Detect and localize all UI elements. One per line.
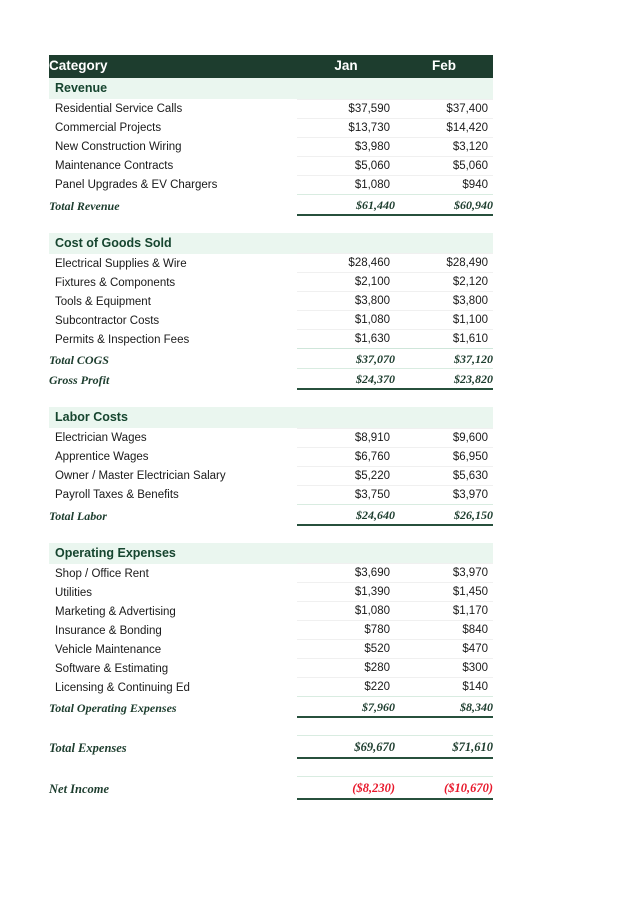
- section-title: Revenue: [49, 78, 297, 99]
- section-header-jan-blank: [297, 543, 395, 564]
- section-header-feb-blank: [395, 543, 493, 564]
- line-item-row: [49, 678, 493, 697]
- line-item-row-feb-value: $37,400: [395, 99, 493, 118]
- section-header-jan-blank: [297, 407, 395, 428]
- line-item-row-feb-value: $2,120: [395, 273, 493, 292]
- section-total-row-jan-value: $24,370: [297, 369, 395, 390]
- line-item-row-label: Shop / Office Rent: [55, 567, 149, 580]
- line-item-row-jan-value: $3,800: [297, 292, 395, 311]
- section-title: Labor Costs: [49, 407, 297, 428]
- line-item-row-feb-value: $840: [395, 621, 493, 640]
- section-header-jan-blank: [297, 233, 395, 254]
- line-item-row-feb-value: $140: [395, 678, 493, 697]
- header-row: [49, 55, 493, 78]
- table-header: [49, 55, 493, 78]
- line-item-row: [49, 640, 493, 659]
- total-expenses-row-jan-value: $69,670: [297, 736, 395, 759]
- line-item-row: [49, 254, 493, 273]
- total-expenses-row-label: Total Expenses: [49, 741, 127, 755]
- line-item-row-label: Permits & Inspection Fees: [55, 333, 190, 346]
- profit-and-loss-sheet: [49, 55, 493, 800]
- section-header-feb-blank: [395, 233, 493, 254]
- section-header-jan-blank: [297, 78, 395, 99]
- section-header-row: [49, 78, 493, 99]
- line-item-row-jan-value: $1,080: [297, 175, 395, 194]
- section-total-row: [49, 369, 493, 390]
- column-header-category: Category: [49, 58, 108, 73]
- line-item-row-label: Utilities: [55, 586, 93, 599]
- line-item-row: [49, 311, 493, 330]
- section-total-row-feb-value: $60,940: [395, 194, 493, 215]
- spacer-cell: [49, 717, 493, 736]
- line-item-row-jan-value: $3,750: [297, 485, 395, 504]
- section-total-row-jan-value: $61,440: [297, 194, 395, 215]
- section-total-row-jan-value: $7,960: [297, 697, 395, 718]
- line-item-row-feb-value: $3,120: [395, 137, 493, 156]
- line-item-row: [49, 447, 493, 466]
- line-item-row-feb-value: $9,600: [395, 428, 493, 447]
- line-item-row-label: Software & Estimating: [55, 662, 169, 675]
- line-item-row-feb-value: $6,950: [395, 447, 493, 466]
- total-expenses-row-feb-value: $71,610: [395, 736, 493, 759]
- row-spacer: [49, 525, 493, 543]
- line-item-row: [49, 602, 493, 621]
- line-item-row: [49, 583, 493, 602]
- line-item-row-feb-value: $28,490: [395, 254, 493, 273]
- line-item-row-jan-value: $3,690: [297, 564, 395, 583]
- line-item-row: [49, 137, 493, 156]
- line-item-row-jan-value: $1,080: [297, 602, 395, 621]
- line-item-row-label: Fixtures & Components: [55, 276, 176, 289]
- spacer-cell: [49, 758, 493, 777]
- line-item-row-jan-value: $1,390: [297, 583, 395, 602]
- line-item-row-label: Commercial Projects: [55, 122, 162, 134]
- line-item-row-jan-value: $8,910: [297, 428, 395, 447]
- line-item-row-feb-value: $3,970: [395, 485, 493, 504]
- line-item-row: [49, 621, 493, 640]
- line-item-row-feb-value: $14,420: [395, 118, 493, 137]
- line-item-row-jan-value: $28,460: [297, 254, 395, 273]
- line-item-row-jan-value: $280: [297, 659, 395, 678]
- spacer-cell: [49, 389, 493, 407]
- section-header-row: [49, 233, 493, 254]
- line-item-row-label: Licensing & Continuing Ed: [55, 681, 190, 694]
- line-item-row-jan-value: $5,220: [297, 466, 395, 485]
- line-item-row-label: Payroll Taxes & Benefits: [55, 489, 179, 501]
- line-item-row-jan-value: $220: [297, 678, 395, 697]
- line-item-row: [49, 292, 493, 311]
- line-item-row-label: Tools & Equipment: [55, 295, 151, 308]
- line-item-row-feb-value: $5,630: [395, 466, 493, 485]
- line-item-row-feb-value: $940: [395, 175, 493, 194]
- row-spacer: [49, 758, 493, 777]
- line-item-row-feb-value: $3,970: [395, 564, 493, 583]
- line-item-row-label: Electrical Supplies & Wire: [55, 257, 187, 270]
- line-item-row-jan-value: $13,730: [297, 118, 395, 137]
- profit-and-loss-table: [49, 55, 493, 800]
- net-income-row: [49, 777, 493, 800]
- net-income-row-label: Net Income: [49, 782, 110, 796]
- section-total-row-label: Total Labor: [49, 508, 107, 523]
- line-item-row-feb-value: $5,060: [395, 156, 493, 175]
- section-total-row: [49, 194, 493, 215]
- line-item-row-label: Subcontractor Costs: [55, 314, 160, 327]
- line-item-row: [49, 118, 493, 137]
- section-total-row-label: Total Operating Expenses: [49, 701, 177, 715]
- section-total-row-label: Total Revenue: [49, 198, 120, 213]
- section-header-row: [49, 407, 493, 428]
- section-header-feb-blank: [395, 78, 493, 99]
- line-item-row: [49, 99, 493, 118]
- column-header-feb: Feb: [431, 58, 456, 73]
- line-item-row-label: Apprentice Wages: [55, 451, 149, 463]
- line-item-row-feb-value: $3,800: [395, 292, 493, 311]
- line-item-row: [49, 466, 493, 485]
- line-item-row: [49, 485, 493, 504]
- row-spacer: [49, 215, 493, 233]
- line-item-row-feb-value: $300: [395, 659, 493, 678]
- line-item-row-feb-value: $1,100: [395, 311, 493, 330]
- section-total-row-feb-value: $8,340: [395, 697, 493, 718]
- section-total-row-label: Gross Profit: [49, 373, 110, 387]
- line-item-row-label: Insurance & Bonding: [55, 624, 162, 637]
- line-item-row-jan-value: $5,060: [297, 156, 395, 175]
- section-total-row-feb-value: $23,820: [395, 369, 493, 390]
- line-item-row: [49, 156, 493, 175]
- net-income-row-feb-value: ($10,670): [395, 777, 493, 800]
- table-body: [49, 78, 493, 799]
- line-item-row-label: Residential Service Calls: [55, 103, 183, 115]
- section-total-row-label: Total COGS: [49, 352, 109, 367]
- section-total-row-jan-value: $24,640: [297, 504, 395, 525]
- column-header-jan: Jan: [334, 58, 358, 73]
- row-spacer: [49, 389, 493, 407]
- section-total-row: [49, 349, 493, 369]
- line-item-row-label: Electrician Wages: [55, 432, 147, 444]
- line-item-row-feb-value: $1,170: [395, 602, 493, 621]
- line-item-row: [49, 175, 493, 194]
- line-item-row-feb-value: $470: [395, 640, 493, 659]
- section-total-row-feb-value: $37,120: [395, 349, 493, 369]
- section-title: Operating Expenses: [49, 543, 297, 564]
- line-item-row: [49, 428, 493, 447]
- spacer-cell: [49, 525, 493, 543]
- line-item-row-jan-value: $1,080: [297, 311, 395, 330]
- section-total-row-feb-value: $26,150: [395, 504, 493, 525]
- line-item-row-jan-value: $3,980: [297, 137, 395, 156]
- spacer-cell: [49, 215, 493, 233]
- section-title: Cost of Goods Sold: [49, 233, 297, 254]
- line-item-row-label: Vehicle Maintenance: [55, 643, 162, 656]
- line-item-row: [49, 659, 493, 678]
- line-item-row: [49, 273, 493, 292]
- section-header-row: [49, 543, 493, 564]
- line-item-row-jan-value: $520: [297, 640, 395, 659]
- line-item-row-label: Maintenance Contracts: [55, 160, 174, 172]
- section-total-row: [49, 504, 493, 525]
- line-item-row-feb-value: $1,450: [395, 583, 493, 602]
- net-income-row-jan-value: ($8,230): [297, 777, 395, 800]
- line-item-row-feb-value: $1,610: [395, 330, 493, 349]
- line-item-row-label: Owner / Master Electrician Salary: [55, 470, 226, 482]
- line-item-row-jan-value: $780: [297, 621, 395, 640]
- line-item-row-label: New Construction Wiring: [55, 141, 182, 153]
- line-item-row-jan-value: $1,630: [297, 330, 395, 349]
- section-header-feb-blank: [395, 407, 493, 428]
- line-item-row-label: Panel Upgrades & EV Chargers: [55, 179, 218, 191]
- line-item-row: [49, 330, 493, 349]
- line-item-row: [49, 564, 493, 583]
- line-item-row-jan-value: $2,100: [297, 273, 395, 292]
- line-item-row-jan-value: $37,590: [297, 99, 395, 118]
- row-spacer: [49, 717, 493, 736]
- total-expenses-row: [49, 736, 493, 759]
- section-total-row: [49, 697, 493, 718]
- line-item-row-label: Marketing & Advertising: [55, 605, 176, 618]
- line-item-row-jan-value: $6,760: [297, 447, 395, 466]
- section-total-row-jan-value: $37,070: [297, 349, 395, 369]
